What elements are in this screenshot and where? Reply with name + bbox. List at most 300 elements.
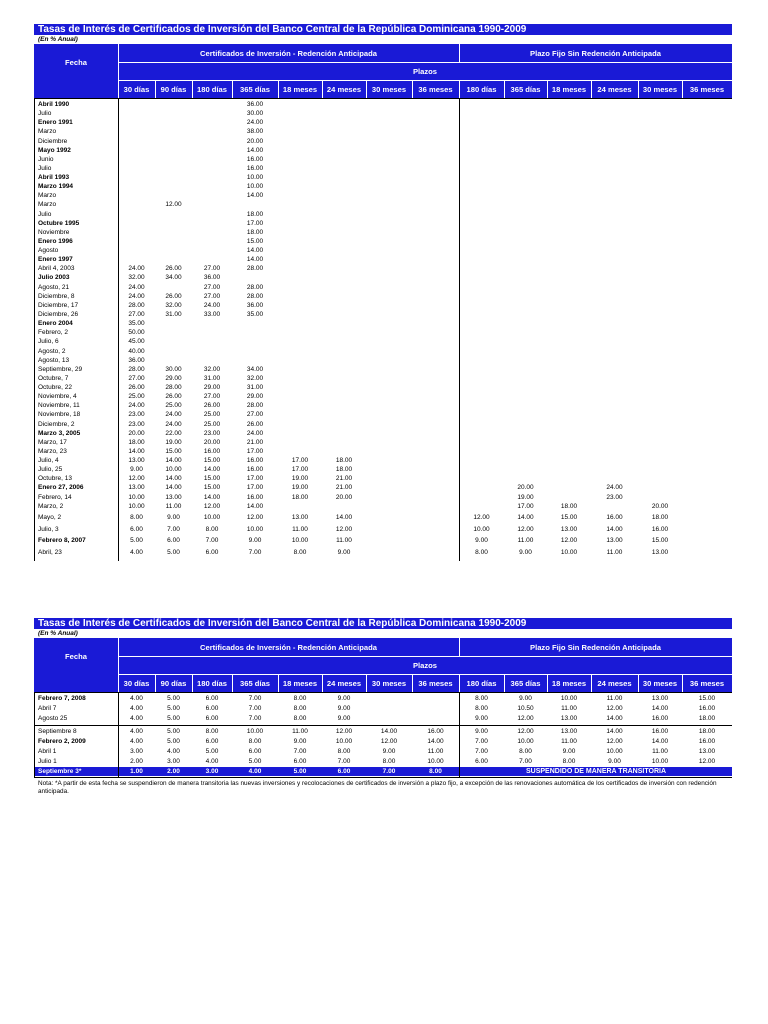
- row-date: Abril, 23: [38, 548, 62, 556]
- row-date: Mayo, 2: [38, 514, 62, 522]
- rate-value: 7.00: [248, 695, 262, 702]
- rate-value: 14.00: [380, 728, 398, 735]
- rate-value: 24.00: [203, 301, 221, 309]
- rate-value: 10.00: [651, 758, 669, 765]
- table-row: [34, 347, 732, 356]
- table-border-line: [34, 692, 732, 693]
- table-row: [34, 182, 732, 191]
- rate-value: 16.00: [651, 525, 669, 533]
- header-column-label: 18 meses: [282, 85, 318, 94]
- rate-value: 10.00: [246, 174, 264, 182]
- table-row: [34, 493, 732, 502]
- rate-value: 14.00: [246, 192, 264, 200]
- rate-value: 24.00: [128, 265, 145, 273]
- table-row: [34, 704, 732, 713]
- row-date: Marzo, 17: [38, 438, 67, 446]
- rate-value: 17.00: [246, 447, 264, 455]
- header-plazos: Plazos: [412, 66, 438, 76]
- rate-value: 9.00: [337, 695, 351, 702]
- rate-value: 7.00: [205, 537, 219, 545]
- row-date: Abril 1: [38, 748, 57, 755]
- rate-value: 31.00: [246, 384, 264, 392]
- rate-value: 16.00: [651, 715, 669, 722]
- rate-value: 15.00: [203, 484, 221, 492]
- row-date: Marzo, 23: [38, 447, 67, 455]
- row-date: Abril 4, 2003: [38, 265, 75, 273]
- rate-value: 14.00: [165, 484, 182, 492]
- rate-value: 17.00: [291, 457, 309, 465]
- header-column-label: 365 días: [240, 679, 270, 688]
- rate-value: 4.00: [167, 748, 180, 755]
- table-subtitle: (En % Anual): [38, 36, 78, 43]
- rate-value: 13.00: [651, 548, 669, 556]
- row-date: Agosto: [38, 247, 59, 255]
- rate-value: 15.00: [560, 514, 578, 522]
- rate-value: 28.00: [246, 402, 264, 410]
- row-date: Octubre 1995: [38, 219, 80, 227]
- table-row: [34, 383, 732, 392]
- header-gridline: [638, 80, 639, 98]
- table-row: [34, 727, 732, 736]
- row-date: Julio: [38, 164, 52, 172]
- header-gridline: [155, 80, 156, 98]
- rate-value: 36.00: [128, 356, 145, 364]
- table-row: [34, 410, 732, 419]
- table-row: [34, 109, 732, 118]
- rate-value: 5.00: [167, 548, 180, 556]
- rate-value: 21.00: [335, 484, 353, 492]
- rate-value: 6.00: [337, 768, 351, 775]
- rate-value: 27.00: [203, 283, 221, 291]
- rate-value: 18.00: [246, 228, 264, 236]
- rate-value: 12.00: [517, 525, 534, 533]
- rate-value: 12.00: [335, 728, 353, 735]
- header-gridline: [278, 80, 279, 98]
- table-row: [34, 447, 732, 456]
- rate-value: 20.00: [128, 429, 145, 437]
- rate-value: 17.00: [246, 219, 264, 227]
- row-date: Julio 2003: [38, 274, 70, 282]
- header-column-label: 180 días: [466, 679, 497, 688]
- rate-value: 8.00: [248, 738, 262, 745]
- rate-value: 24.00: [165, 420, 182, 428]
- table-row: [34, 536, 732, 545]
- rate-value: 18.00: [698, 715, 716, 722]
- rate-value: 27.00: [203, 265, 221, 273]
- row-date: Marzo: [38, 201, 57, 209]
- rate-value: 27.00: [128, 310, 145, 318]
- rate-value: 14.00: [606, 525, 623, 533]
- rate-value: 10.00: [128, 502, 145, 510]
- table-row: [34, 273, 732, 282]
- rate-value: 12.00: [698, 758, 716, 765]
- table-row: [34, 164, 732, 173]
- column-divider-line: [118, 98, 119, 561]
- rate-value: 11.00: [561, 738, 577, 745]
- rate-value: 11.00: [336, 537, 352, 545]
- rate-value: 2.00: [167, 768, 180, 775]
- header-gridline: [118, 674, 732, 675]
- rate-value: 6.00: [205, 695, 219, 702]
- header-gridline: [459, 638, 460, 656]
- header-gridline: [682, 674, 683, 692]
- table-row: [34, 438, 732, 447]
- rate-value: 19.00: [291, 484, 309, 492]
- rate-value: 10.00: [560, 548, 578, 556]
- rate-value: 13.00: [128, 457, 145, 465]
- row-date: Febrero, 2: [38, 329, 68, 337]
- header-gridline: [118, 62, 732, 63]
- header-gridline: [192, 674, 193, 692]
- rate-value: 8.00: [293, 548, 307, 556]
- header-column-label: 30 meses: [642, 679, 678, 688]
- rate-value: 13.00: [165, 493, 182, 501]
- rate-value: 9.00: [293, 738, 307, 745]
- rate-value: 7.00: [337, 758, 351, 765]
- row-date: Septiembre 3*: [38, 768, 82, 775]
- table-row: [34, 319, 732, 328]
- rate-value: 3.00: [205, 768, 219, 775]
- header-column-label: 30 meses: [642, 85, 678, 94]
- rate-value: 9.00: [337, 705, 351, 712]
- header-gridline: [459, 674, 460, 692]
- rate-value: 32.00: [165, 301, 182, 309]
- rate-value: 19.00: [165, 438, 182, 446]
- rate-value: 8.00: [475, 705, 488, 712]
- column-divider-line: [459, 692, 460, 778]
- row-date: Agosto, 2: [38, 347, 66, 355]
- rate-value: 5.00: [167, 738, 180, 745]
- rate-value: 8.00: [382, 758, 396, 765]
- rate-value: 4.00: [130, 695, 143, 702]
- rate-value: 10.00: [128, 493, 145, 501]
- rate-value: 45.00: [128, 338, 145, 346]
- rate-value: 8.00: [429, 768, 442, 775]
- rate-value: 40.00: [128, 347, 145, 355]
- table-row: [34, 392, 732, 401]
- table-row: [34, 429, 732, 438]
- rate-value: 12.00: [335, 525, 353, 533]
- rate-value: 4.00: [130, 705, 143, 712]
- table-row: [34, 301, 732, 310]
- header-gridline: [232, 674, 233, 692]
- rate-value: 14.00: [165, 475, 182, 483]
- rate-value: 33.00: [203, 310, 221, 318]
- rate-value: 7.00: [167, 525, 180, 533]
- header-column-label: 36 meses: [689, 679, 725, 688]
- rate-value: 16.00: [698, 738, 716, 745]
- footnote: Nota: *A partir de esta fecha se suspendieron de manera transitoria las nuevas inversiones y recolocaciones de certificados de inversión a plazo fijo, a excepción de las renovaciones automática de los certificados de inversión con redención anticipada.: [38, 780, 717, 795]
- table-row: [34, 255, 732, 264]
- rate-value: 23.00: [203, 429, 221, 437]
- table-title: Tasas de Interés de Certificados de Inversión del Banco Central de la República Dominicana 1990-2009: [34, 24, 732, 35]
- rate-value: 18.00: [291, 493, 309, 501]
- rate-value: 14.00: [128, 447, 145, 455]
- row-date: Octubre, 13: [38, 475, 72, 483]
- rate-value: 26.00: [246, 420, 264, 428]
- row-date: Julio 1: [38, 758, 57, 765]
- row-date: Julio: [38, 210, 52, 218]
- header-column-label: 30 días: [123, 85, 150, 94]
- table-row: [34, 474, 732, 483]
- table-row: [34, 228, 732, 237]
- header-gridline: [504, 674, 505, 692]
- header-gridline: [638, 674, 639, 692]
- rate-value: 8.00: [205, 728, 219, 735]
- rate-value: 16.00: [246, 164, 264, 172]
- rate-value: 15.00: [698, 695, 716, 702]
- rate-value: 12.00: [246, 514, 264, 522]
- row-date: Diciembre, 17: [38, 301, 79, 309]
- rate-value: 16.00: [698, 705, 716, 712]
- rate-value: 18.00: [698, 728, 716, 735]
- rate-value: 12.00: [165, 201, 182, 209]
- header-gridline: [504, 80, 505, 98]
- rates-table-section-1990-2007: [34, 24, 732, 561]
- table-row: [34, 237, 732, 246]
- rate-value: 18.00: [560, 502, 578, 510]
- rate-value: 10.00: [203, 514, 221, 522]
- rate-value: 14.00: [335, 514, 353, 522]
- rate-value: 9.00: [608, 758, 621, 765]
- rate-value: 12.00: [128, 475, 145, 483]
- rate-value: 8.00: [293, 695, 307, 702]
- header-column-label: 365 días: [510, 85, 541, 94]
- table-top-border: [34, 98, 732, 99]
- header-gridline: [591, 80, 592, 98]
- rate-value: 10.00: [560, 695, 578, 702]
- rate-value: 8.00: [205, 525, 219, 533]
- rate-value: 9.00: [337, 548, 351, 556]
- header-column-label: 24 meses: [597, 85, 632, 94]
- header-gridline: [591, 674, 592, 692]
- rate-value: 3.00: [167, 758, 180, 765]
- rate-value: 30.00: [165, 365, 182, 373]
- rate-value: 6.00: [130, 525, 143, 533]
- rate-value: 9.00: [130, 466, 143, 474]
- table-row: [34, 264, 732, 273]
- header-gridline: [412, 674, 413, 692]
- rate-value: 15.00: [165, 447, 182, 455]
- table-row: [34, 483, 732, 492]
- rate-value: 15.00: [203, 475, 221, 483]
- header-column-label: 30 meses: [371, 85, 407, 94]
- rate-value: 24.00: [246, 119, 264, 127]
- rate-value: 21.00: [335, 475, 353, 483]
- rate-value: 7.00: [248, 715, 262, 722]
- rate-value: 10.00: [291, 537, 309, 545]
- rate-value: 14.00: [246, 502, 264, 510]
- header-fecha: Fecha: [65, 57, 87, 67]
- row-date: Marzo: [38, 192, 57, 200]
- rate-value: 32.00: [246, 374, 264, 382]
- rate-value: 4.00: [130, 728, 143, 735]
- header-column-label: 365 días: [240, 85, 270, 94]
- rate-value: 20.00: [335, 493, 353, 501]
- rate-value: 32.00: [203, 365, 221, 373]
- table-row: [34, 328, 732, 337]
- row-date: Noviembre, 11: [38, 402, 80, 410]
- row-date: Noviembre, 18: [38, 411, 81, 419]
- rate-value: 13.00: [291, 514, 309, 522]
- row-date: Junio: [38, 155, 54, 163]
- table-row: [34, 513, 732, 522]
- rate-value: 14.00: [246, 256, 264, 264]
- row-date: Marzo, 2: [38, 502, 64, 510]
- row-date: Septiembre, 29: [38, 365, 83, 373]
- rate-value: 8.00: [130, 514, 143, 522]
- rate-value: 25.00: [128, 393, 145, 401]
- rate-value: 36.00: [246, 301, 264, 309]
- row-date: Abril 1993: [38, 174, 70, 182]
- row-date: Febrero 7, 2008: [38, 695, 86, 702]
- rate-value: 18.00: [335, 466, 353, 474]
- rate-value: 19.00: [291, 475, 309, 483]
- header-group-redencion-anticipada: Certificados de Inversión - Redención Anticipada: [200, 48, 377, 58]
- header-column-label: 180 días: [466, 85, 497, 94]
- table-row: [34, 465, 732, 474]
- rate-value: 14.00: [517, 514, 534, 522]
- rate-value: 8.00: [337, 748, 351, 755]
- rate-value: 9.00: [519, 548, 532, 556]
- table-row: [34, 219, 732, 228]
- header-gridline: [547, 674, 548, 692]
- row-separator-line: [34, 725, 732, 726]
- header-gridline: [459, 44, 460, 62]
- rate-value: 11.00: [652, 748, 668, 755]
- rate-value: 10.00: [335, 738, 353, 745]
- row-date: Julio, 4: [38, 457, 59, 465]
- rate-value: 13.00: [651, 695, 669, 702]
- rate-value: 4.00: [130, 715, 143, 722]
- rate-value: 11.00: [561, 705, 577, 712]
- table-subtitle: (En % Anual): [38, 630, 78, 637]
- rate-value: 15.00: [246, 237, 264, 245]
- rate-value: 4.00: [248, 768, 262, 775]
- rate-value: 12.00: [473, 514, 490, 522]
- header-gridline: [232, 80, 233, 98]
- rate-value: 26.00: [165, 292, 182, 300]
- table-row: [34, 210, 732, 219]
- rate-value: 12.00: [380, 738, 398, 745]
- table-header: [34, 44, 732, 98]
- header-gridline: [118, 656, 732, 657]
- rate-value: 10.00: [606, 748, 623, 755]
- table-row: [34, 757, 732, 766]
- table-body: [34, 98, 732, 561]
- rates-table-section-2008-2009: [34, 618, 732, 796]
- rate-value: 14.00: [246, 247, 264, 255]
- rate-value: 17.00: [291, 466, 309, 474]
- rate-value: 14.00: [606, 715, 623, 722]
- rate-value: 16.00: [203, 447, 221, 455]
- rate-value: 7.00: [248, 548, 262, 556]
- row-date: Enero 1997: [38, 256, 73, 264]
- rate-value: 34.00: [246, 365, 264, 373]
- rate-value: 26.00: [203, 402, 221, 410]
- header-gridline: [322, 80, 323, 98]
- column-divider-line: [459, 98, 460, 561]
- rate-value: 5.00: [130, 537, 143, 545]
- rate-value: 24.00: [128, 402, 145, 410]
- rate-value: 9.00: [382, 748, 396, 755]
- row-date: Diciembre, 26: [38, 310, 79, 318]
- rate-value: 2.00: [130, 758, 143, 765]
- row-date: Noviembre: [38, 228, 70, 236]
- header-gridline: [118, 80, 732, 81]
- rate-value: 26.00: [165, 265, 182, 273]
- rate-value: 14.00: [246, 146, 264, 154]
- rate-value: 5.00: [167, 695, 180, 702]
- rate-value: 3.00: [130, 748, 143, 755]
- rate-value: 28.00: [246, 283, 264, 291]
- header-column-label: 36 meses: [418, 679, 453, 688]
- header-gridline: [366, 674, 367, 692]
- rate-value: 1.00: [130, 768, 143, 775]
- table-row: [34, 337, 732, 346]
- rate-value: 13.00: [698, 748, 716, 755]
- row-date: Agosto, 21: [38, 283, 70, 291]
- rate-value: 14.00: [606, 728, 623, 735]
- table-row: [34, 137, 732, 146]
- rate-value: 7.00: [382, 768, 396, 775]
- rate-value: 18.00: [651, 514, 669, 522]
- row-date: Enero 27, 2006: [38, 484, 84, 492]
- rate-value: 17.00: [246, 475, 264, 483]
- rate-value: 14.00: [427, 738, 444, 745]
- table-body: [34, 692, 732, 778]
- table-row: [34, 374, 732, 383]
- header-fecha: Fecha: [65, 651, 87, 661]
- rate-value: 15.00: [651, 537, 669, 545]
- header-gridline: [155, 674, 156, 692]
- table-title: Tasas de Interés de Certificados de Inversión del Banco Central de la República Dominicana 1990-2009: [34, 618, 732, 629]
- row-date: Enero 2004: [38, 320, 73, 328]
- table-row: [34, 283, 732, 292]
- row-date: Febrero 2, 2009: [38, 738, 86, 745]
- suspended-banner: SUSPENDIDO DE MANERA TRANSITORIA: [460, 767, 732, 776]
- rate-value: 9.00: [167, 514, 180, 522]
- rate-value: 7.00: [475, 748, 488, 755]
- table-row: [34, 747, 732, 756]
- rate-value: 11.00: [165, 502, 182, 510]
- header-gridline: [192, 80, 193, 98]
- rate-value: 5.00: [205, 748, 219, 755]
- rate-value: 27.00: [203, 292, 221, 300]
- rate-value: 5.00: [167, 728, 180, 735]
- rate-value: 10.00: [517, 738, 534, 745]
- table-row: [34, 146, 732, 155]
- column-divider-line: [34, 98, 35, 561]
- rate-value: 12.00: [560, 537, 578, 545]
- rate-value: 9.00: [475, 728, 488, 735]
- rate-value: 9.00: [519, 695, 532, 702]
- rate-value: 24.00: [128, 292, 145, 300]
- table-row: [34, 292, 732, 301]
- table-border-line: [34, 777, 732, 778]
- header-gridline: [459, 80, 460, 98]
- rate-value: 10.50: [517, 705, 534, 712]
- rate-value: 11.00: [517, 537, 534, 545]
- rate-value: 12.00: [203, 502, 221, 510]
- rate-value: 26.00: [128, 384, 145, 392]
- table-row: [34, 173, 732, 182]
- rate-value: 7.00: [293, 748, 307, 755]
- row-date: Noviembre, 4: [38, 393, 77, 401]
- row-date: Diciembre: [38, 137, 68, 145]
- rate-value: 28.00: [246, 265, 264, 273]
- rate-value: 14.00: [651, 738, 669, 745]
